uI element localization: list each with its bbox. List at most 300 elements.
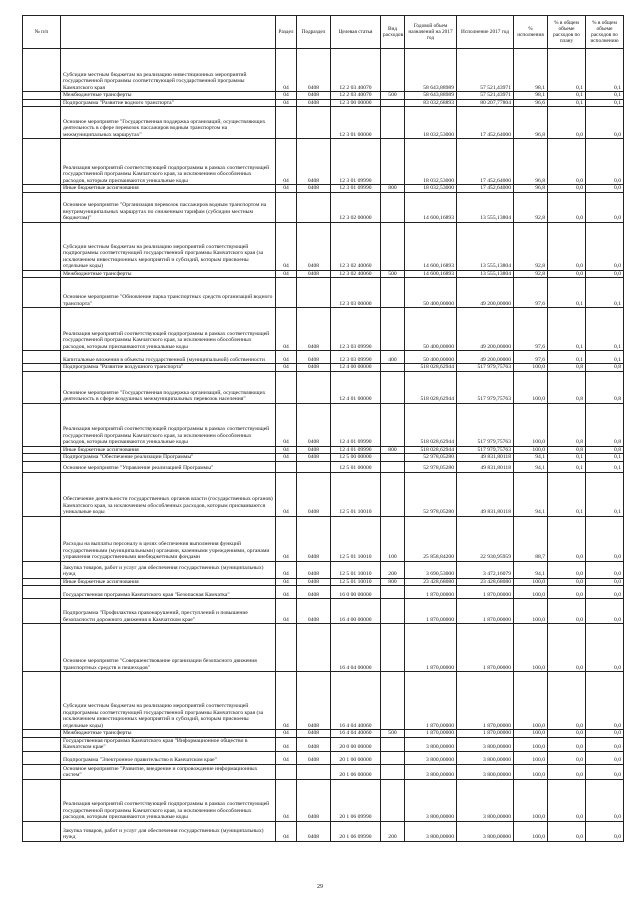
row-plan: 518 028,62944 — [405, 403, 457, 446]
row-pct: 100,0 — [514, 599, 548, 624]
row-pct: 92,8 — [514, 270, 548, 278]
row-exec: 49 200,00000 — [457, 278, 514, 308]
row-share-exec: 0,0 — [586, 222, 624, 270]
row-target: 12 4 00 00000 — [331, 364, 381, 372]
row-num — [23, 446, 61, 454]
row-share-exec: 0,0 — [586, 672, 624, 730]
row-share-exec: 0,1 — [586, 351, 624, 364]
row-num — [23, 764, 61, 779]
row-razdel: 04 — [276, 308, 297, 351]
row-razdel: 04 — [276, 737, 297, 751]
row-podrazdel: 0408 — [297, 454, 331, 462]
row-share-plan: 0,1 — [548, 49, 586, 92]
row-target: 20 0 00 00000 — [331, 737, 381, 751]
row-num — [23, 578, 61, 586]
row-podrazdel: 0408 — [297, 308, 331, 351]
row-pct: 100,0 — [514, 764, 548, 779]
row-exec: 3 800,00000 — [457, 737, 514, 751]
row-name: Государственная программа Камчатского края "Информационное общество в Камчатском крае" — [61, 737, 276, 751]
row-exec: 22 930,95959 — [457, 516, 514, 561]
row-share-exec: 0,0 — [586, 730, 624, 738]
table-row — [23, 578, 624, 586]
row-razdel: 04 — [276, 599, 297, 624]
row-podrazdel: 0408 — [297, 403, 331, 446]
row-plan: 1 870,00000 — [405, 730, 457, 738]
header-pct: % исполнения — [514, 16, 548, 49]
row-pct: 100,0 — [514, 586, 548, 599]
row-share-plan: 0,1 — [548, 278, 586, 308]
row-name: Основное мероприятие "Организация перевозок пассажиров водным транспортом на внутримуниципальных маршрутах по сниженным тарифам (субсидии местным бюджетам)" — [61, 192, 276, 222]
row-share-plan: 0,0 — [548, 672, 586, 730]
row-plan: 1 870,00000 — [405, 672, 457, 730]
row-name: Иные бюджетные ассигнования — [61, 185, 276, 193]
row-num — [23, 599, 61, 624]
row-vid — [381, 764, 405, 779]
row-share-exec: 0,0 — [586, 516, 624, 561]
header-target: Целевая статья — [331, 16, 381, 49]
row-razdel: 04 — [276, 751, 297, 764]
row-share-exec: 0,0 — [586, 821, 624, 841]
row-vid — [381, 107, 405, 139]
row-share-exec: 0,8 — [586, 371, 624, 403]
row-share-exec: 0,1 — [586, 472, 624, 516]
row-name: Основное мероприятие "Государственная поддержка организаций, осуществляющих деятельность в сфере воздушных межмуниципальных перевозок населения" — [61, 371, 276, 403]
row-name: Основное мероприятие "Развитие, внедрение и сопровождение информационных систем" — [61, 764, 276, 779]
row-share-exec: 0,0 — [586, 561, 624, 578]
row-razdel: 04 — [276, 730, 297, 738]
row-share-exec: 0,0 — [586, 185, 624, 193]
row-num — [23, 751, 61, 764]
row-share-plan: 0,0 — [548, 270, 586, 278]
row-pct: 96,8 — [514, 139, 548, 185]
table-row — [23, 185, 624, 193]
row-podrazdel — [297, 764, 331, 779]
row-share-plan: 0,0 — [548, 107, 586, 139]
row-name: Субсидии местным бюджетам на реализацию мероприятий соответствующей подпрограммы соответствующей государственной программы Камчатского края (за исключением инвестиционных мероприятий и субсидий, которым присвоены отдельные коды) — [61, 672, 276, 730]
row-vid — [381, 586, 405, 599]
table-row — [23, 586, 624, 599]
row-name: Закупка товаров, работ и услуг для обеспечения государственных (муниципальных) нужд — [61, 561, 276, 578]
row-podrazdel: 0408 — [297, 351, 331, 364]
row-name: Государственная программа Камчатского края "Безопасная Камчатка" — [61, 586, 276, 599]
row-share-plan: 0,8 — [548, 364, 586, 372]
row-share-plan: 0,1 — [548, 351, 586, 364]
row-share-plan: 0,1 — [548, 99, 586, 107]
row-podrazdel: 0408 — [297, 779, 331, 821]
row-exec: 13 555,13804 — [457, 192, 514, 222]
row-plan: 14 600,16893 — [405, 192, 457, 222]
row-num — [23, 49, 61, 92]
row-razdel: 04 — [276, 92, 297, 100]
row-target: 20 1 06 00000 — [331, 764, 381, 779]
row-vid — [381, 278, 405, 308]
row-pct: 100,0 — [514, 403, 548, 446]
row-pct: 96,6 — [514, 99, 548, 107]
header-share-exec: % в общем объеме расходов по исполнению — [586, 16, 624, 49]
row-podrazdel: 0408 — [297, 139, 331, 185]
row-name: Подпрограмма "Развитие воздушного транспорта" — [61, 364, 276, 372]
table-row — [23, 672, 624, 730]
row-target: 20 1 00 00000 — [331, 751, 381, 764]
row-pct: 100,0 — [514, 730, 548, 738]
row-exec: 1 870,00000 — [457, 624, 514, 672]
row-plan: 14 600,16893 — [405, 270, 457, 278]
row-exec: 17 452,64000 — [457, 185, 514, 193]
row-exec: 1 870,00000 — [457, 586, 514, 599]
row-pct: 100,0 — [514, 364, 548, 372]
row-podrazdel: 0408 — [297, 472, 331, 516]
row-name: Подпрограмма "Электронное правительство в Камчатском крае" — [61, 751, 276, 764]
row-vid — [381, 139, 405, 185]
row-podrazdel: 0408 — [297, 561, 331, 578]
budget-execution-table — [22, 15, 624, 842]
row-name: Реализация мероприятий соответствующей подпрограммы в рамках соответствующей государственной программы Камчатского края, за исключением обособленных расходов, которым присваиваются уникальные коды — [61, 403, 276, 446]
row-share-plan: 0,1 — [548, 92, 586, 100]
row-target: 12 5 01 10010 — [331, 472, 381, 516]
row-num — [23, 821, 61, 841]
row-podrazdel — [297, 278, 331, 308]
row-target: 12 4 01 00000 — [331, 371, 381, 403]
row-num — [23, 270, 61, 278]
row-pct: 100,0 — [514, 737, 548, 751]
row-razdel: 04 — [276, 472, 297, 516]
row-plan: 50 400,00000 — [405, 278, 457, 308]
row-exec: 1 870,00000 — [457, 730, 514, 738]
row-podrazdel: 0408 — [297, 751, 331, 764]
row-vid — [381, 371, 405, 403]
row-num — [23, 278, 61, 308]
table-row — [23, 278, 624, 308]
row-exec: 49 200,00000 — [457, 308, 514, 351]
row-plan: 52 978,05280 — [405, 461, 457, 472]
row-name: Обеспечение деятельности государственных органов власти (государственных органов) Камчатского края, за исключением обособленных расходов, которым присваиваются уникальные коды — [61, 472, 276, 516]
row-razdel: 04 — [276, 586, 297, 599]
row-share-plan: 0,1 — [548, 308, 586, 351]
row-share-plan: 0,0 — [548, 751, 586, 764]
row-pct: 98,1 — [514, 92, 548, 100]
row-vid: 400 — [381, 351, 405, 364]
row-plan: 83 032,68893 — [405, 99, 457, 107]
header-share-plan: % в общем объеме расходов по плану — [548, 16, 586, 49]
row-share-exec: 0,1 — [586, 92, 624, 100]
row-num — [23, 472, 61, 516]
row-exec: 17 452,64000 — [457, 107, 514, 139]
row-num — [23, 222, 61, 270]
row-podrazdel: 0408 — [297, 599, 331, 624]
row-share-exec: 0,1 — [586, 461, 624, 472]
row-name: Иные бюджетные ассигнования — [61, 578, 276, 586]
row-podrazdel: 0408 — [297, 270, 331, 278]
row-num — [23, 139, 61, 185]
row-share-exec: 0,0 — [586, 192, 624, 222]
table-row — [23, 308, 624, 351]
row-pct: 96,8 — [514, 185, 548, 193]
row-pct: 98,1 — [514, 49, 548, 92]
row-vid: 800 — [381, 578, 405, 586]
row-podrazdel — [297, 624, 331, 672]
row-share-exec: 0,0 — [586, 737, 624, 751]
row-vid — [381, 624, 405, 672]
row-num — [23, 351, 61, 364]
row-exec: 57 521,43971 — [457, 49, 514, 92]
row-plan: 58 643,88989 — [405, 92, 457, 100]
row-target: 20 1 06 09990 — [331, 779, 381, 821]
row-pct: 100,0 — [514, 371, 548, 403]
row-exec: 3 800,00000 — [457, 821, 514, 841]
row-target: 12 3 02 40060 — [331, 222, 381, 270]
row-podrazdel: 0408 — [297, 446, 331, 454]
row-name: Капитальные вложения в объекты государственной (муниципальной) собственности — [61, 351, 276, 364]
row-pct: 100,0 — [514, 446, 548, 454]
row-plan: 3 690,53000 — [405, 561, 457, 578]
row-share-exec: 0,8 — [586, 446, 624, 454]
row-exec: 517 979,75763 — [457, 403, 514, 446]
row-share-plan: 0,0 — [548, 185, 586, 193]
row-plan: 518 028,62944 — [405, 371, 457, 403]
row-share-plan: 0,0 — [548, 624, 586, 672]
row-razdel — [276, 624, 297, 672]
row-vid — [381, 99, 405, 107]
row-pct: 88,7 — [514, 516, 548, 561]
row-target: 16 4 04 40060 — [331, 672, 381, 730]
row-plan: 50 400,00000 — [405, 308, 457, 351]
row-name: Субсидии местным бюджетам на реализацию инвестиционных мероприятий государственной программы соответствующей государственной программы Камчатского края — [61, 49, 276, 92]
table-row — [23, 624, 624, 672]
table-row — [23, 779, 624, 821]
table-row — [23, 99, 624, 107]
table-row — [23, 192, 624, 222]
row-share-plan: 0,8 — [548, 371, 586, 403]
row-exec: 13 555,13804 — [457, 222, 514, 270]
row-share-plan: 0,0 — [548, 192, 586, 222]
row-vid — [381, 308, 405, 351]
row-podrazdel: 0408 — [297, 578, 331, 586]
row-plan: 52 978,05280 — [405, 454, 457, 462]
table-row — [23, 403, 624, 446]
row-target: 16 0 00 00000 — [331, 586, 381, 599]
row-share-exec: 0,0 — [586, 599, 624, 624]
row-plan: 1 870,00000 — [405, 599, 457, 624]
table-body — [23, 49, 624, 842]
row-num — [23, 364, 61, 372]
row-share-exec: 0,1 — [586, 308, 624, 351]
row-num — [23, 403, 61, 446]
row-share-plan: 0,0 — [548, 516, 586, 561]
row-razdel — [276, 461, 297, 472]
row-target: 12 5 01 10010 — [331, 578, 381, 586]
row-razdel: 04 — [276, 454, 297, 462]
row-share-exec: 0,1 — [586, 49, 624, 92]
row-num — [23, 371, 61, 403]
row-podrazdel: 0408 — [297, 92, 331, 100]
row-name: Субсидии местным бюджетам на реализацию мероприятий соответствующей подпрограммы соответствующей государственной программы Камчатского края (за исключением инвестиционных мероприятий и субсидий, которым присвоены отдельные коды) — [61, 222, 276, 270]
row-vid: 800 — [381, 446, 405, 454]
row-vid — [381, 672, 405, 730]
table-row — [23, 351, 624, 364]
row-podrazdel: 0408 — [297, 99, 331, 107]
row-target: 12 2 03 40070 — [331, 49, 381, 92]
row-num — [23, 308, 61, 351]
row-exec: 80 207,77804 — [457, 99, 514, 107]
row-pct: 97,6 — [514, 351, 548, 364]
row-num — [23, 454, 61, 462]
row-podrazdel: 0408 — [297, 222, 331, 270]
row-share-exec: 0,8 — [586, 403, 624, 446]
row-exec: 3 472,16079 — [457, 561, 514, 578]
row-plan: 14 600,16893 — [405, 222, 457, 270]
row-vid — [381, 751, 405, 764]
row-target: 12 3 01 00000 — [331, 107, 381, 139]
row-razdel: 04 — [276, 516, 297, 561]
row-exec: 1 870,00000 — [457, 672, 514, 730]
row-share-plan: 0,0 — [548, 730, 586, 738]
row-razdel — [276, 371, 297, 403]
row-pct: 100,0 — [514, 821, 548, 841]
row-name: Подпрограмма "Развитие водного транспорта" — [61, 99, 276, 107]
row-share-plan: 0,1 — [548, 461, 586, 472]
row-pct: 100,0 — [514, 624, 548, 672]
row-podrazdel: 0408 — [297, 730, 331, 738]
row-num — [23, 107, 61, 139]
row-name: Реализация мероприятий соответствующей подпрограммы в рамках соответствующей государственной программы Камчатского края, за исключением обособленных расходов, которым присваиваются уникальные коды — [61, 308, 276, 351]
row-share-exec: 0,0 — [586, 586, 624, 599]
row-num — [23, 92, 61, 100]
row-share-plan: 0,8 — [548, 446, 586, 454]
row-name: Основное мероприятие "Обновление парка транспортных средств организаций водного транспорта" — [61, 278, 276, 308]
row-podrazdel: 0408 — [297, 49, 331, 92]
row-vid: 100 — [381, 516, 405, 561]
table-row — [23, 821, 624, 841]
row-target: 16 4 04 00000 — [331, 624, 381, 672]
row-plan: 518 028,62944 — [405, 364, 457, 372]
header-exec: Исполнение 2017 год — [457, 16, 514, 49]
row-vid — [381, 599, 405, 624]
row-target: 12 4 01 09990 — [331, 446, 381, 454]
row-name: Основное мероприятие "Управление реализацией Программы" — [61, 461, 276, 472]
row-pct: 97,6 — [514, 308, 548, 351]
row-name: Иные бюджетные ассигнования — [61, 446, 276, 454]
table-row — [23, 446, 624, 454]
row-plan: 23 428,68080 — [405, 578, 457, 586]
row-share-exec: 0,1 — [586, 278, 624, 308]
row-exec: 57 521,43971 — [457, 92, 514, 100]
row-target: 12 5 01 00000 — [331, 461, 381, 472]
row-razdel: 04 — [276, 446, 297, 454]
table-row — [23, 516, 624, 561]
row-exec: 517 979,75763 — [457, 371, 514, 403]
row-plan: 52 978,05280 — [405, 472, 457, 516]
row-share-plan: 0,1 — [548, 454, 586, 462]
table-row — [23, 454, 624, 462]
row-target: 12 2 03 40070 — [331, 92, 381, 100]
row-exec: 517 979,75763 — [457, 446, 514, 454]
row-razdel: 04 — [276, 672, 297, 730]
row-pct: 100,0 — [514, 578, 548, 586]
row-num — [23, 737, 61, 751]
row-plan: 1 870,00000 — [405, 624, 457, 672]
row-plan: 58 643,88989 — [405, 49, 457, 92]
row-target: 12 3 01 09990 — [331, 185, 381, 193]
header-podrazdel: Подраздел — [297, 16, 331, 49]
row-target: 12 5 00 00000 — [331, 454, 381, 462]
row-razdel: 04 — [276, 99, 297, 107]
row-podrazdel — [297, 461, 331, 472]
row-num — [23, 672, 61, 730]
row-target: 12 5 01 10010 — [331, 561, 381, 578]
row-vid: 800 — [381, 185, 405, 193]
row-name: Основное мероприятие "Государственная поддержка организаций, осуществляющих деятельность в сфере перевозок пассажиров водным транспортом на межмуниципальных маршрутах" — [61, 107, 276, 139]
row-razdel — [276, 278, 297, 308]
row-podrazdel: 0408 — [297, 516, 331, 561]
row-pct: 92,8 — [514, 222, 548, 270]
row-podrazdel: 0408 — [297, 737, 331, 751]
row-num — [23, 586, 61, 599]
row-target: 12 3 00 00000 — [331, 99, 381, 107]
row-num — [23, 185, 61, 193]
row-pct: 94,1 — [514, 472, 548, 516]
row-share-plan: 0,0 — [548, 764, 586, 779]
row-share-exec: 0,0 — [586, 764, 624, 779]
row-vid — [381, 364, 405, 372]
row-name: Межбюджетные трансферты — [61, 270, 276, 278]
row-exec: 13 555,13804 — [457, 270, 514, 278]
row-podrazdel: 0408 — [297, 185, 331, 193]
row-exec: 49 831,80118 — [457, 472, 514, 516]
row-share-plan: 0,1 — [548, 472, 586, 516]
row-vid: 200 — [381, 821, 405, 841]
row-razdel: 04 — [276, 49, 297, 92]
row-target: 12 3 02 40060 — [331, 270, 381, 278]
row-pct: 100,0 — [514, 672, 548, 730]
table-header-row — [23, 16, 624, 49]
row-share-plan: 0,0 — [548, 586, 586, 599]
row-name: Основное мероприятие "Совершенствование организации безопасного движения транспортных средств и пешеходов" — [61, 624, 276, 672]
row-target: 12 3 01 09990 — [331, 139, 381, 185]
row-name: Расходы на выплаты персоналу в целях обеспечения выполнения функций государственными (муниципальными) органами, казенными учреждениями, органами управления государственными внебюджетными фондами — [61, 516, 276, 561]
row-plan: 3 800,00000 — [405, 751, 457, 764]
row-name: Подпрограмма "Профилактика правонарушений, преступлений и повышение безопасности дорожного движения в Камчатском крае" — [61, 599, 276, 624]
table-row — [23, 49, 624, 92]
row-vid: 500 — [381, 92, 405, 100]
row-podrazdel — [297, 192, 331, 222]
row-pct: 94,1 — [514, 561, 548, 578]
row-razdel: 04 — [276, 364, 297, 372]
row-razdel: 04 — [276, 779, 297, 821]
row-target: 12 3 02 00000 — [331, 192, 381, 222]
row-target: 16 4 00 00000 — [331, 599, 381, 624]
row-share-exec: 0,8 — [586, 364, 624, 372]
row-target: 12 3 03 00000 — [331, 278, 381, 308]
row-vid — [381, 461, 405, 472]
row-vid: 500 — [381, 270, 405, 278]
row-plan: 3 800,00000 — [405, 764, 457, 779]
row-razdel: 04 — [276, 351, 297, 364]
row-razdel: 04 — [276, 578, 297, 586]
row-razdel — [276, 107, 297, 139]
row-plan: 18 032,53000 — [405, 107, 457, 139]
row-pct: 96,8 — [514, 107, 548, 139]
row-pct: 92,8 — [514, 192, 548, 222]
row-plan: 18 032,53000 — [405, 185, 457, 193]
row-vid — [381, 454, 405, 462]
table-row — [23, 737, 624, 751]
row-podrazdel — [297, 371, 331, 403]
row-razdel: 04 — [276, 139, 297, 185]
row-podrazdel — [297, 107, 331, 139]
row-plan: 50 400,00000 — [405, 351, 457, 364]
table-row — [23, 730, 624, 738]
row-name: Межбюджетные трансферты — [61, 92, 276, 100]
